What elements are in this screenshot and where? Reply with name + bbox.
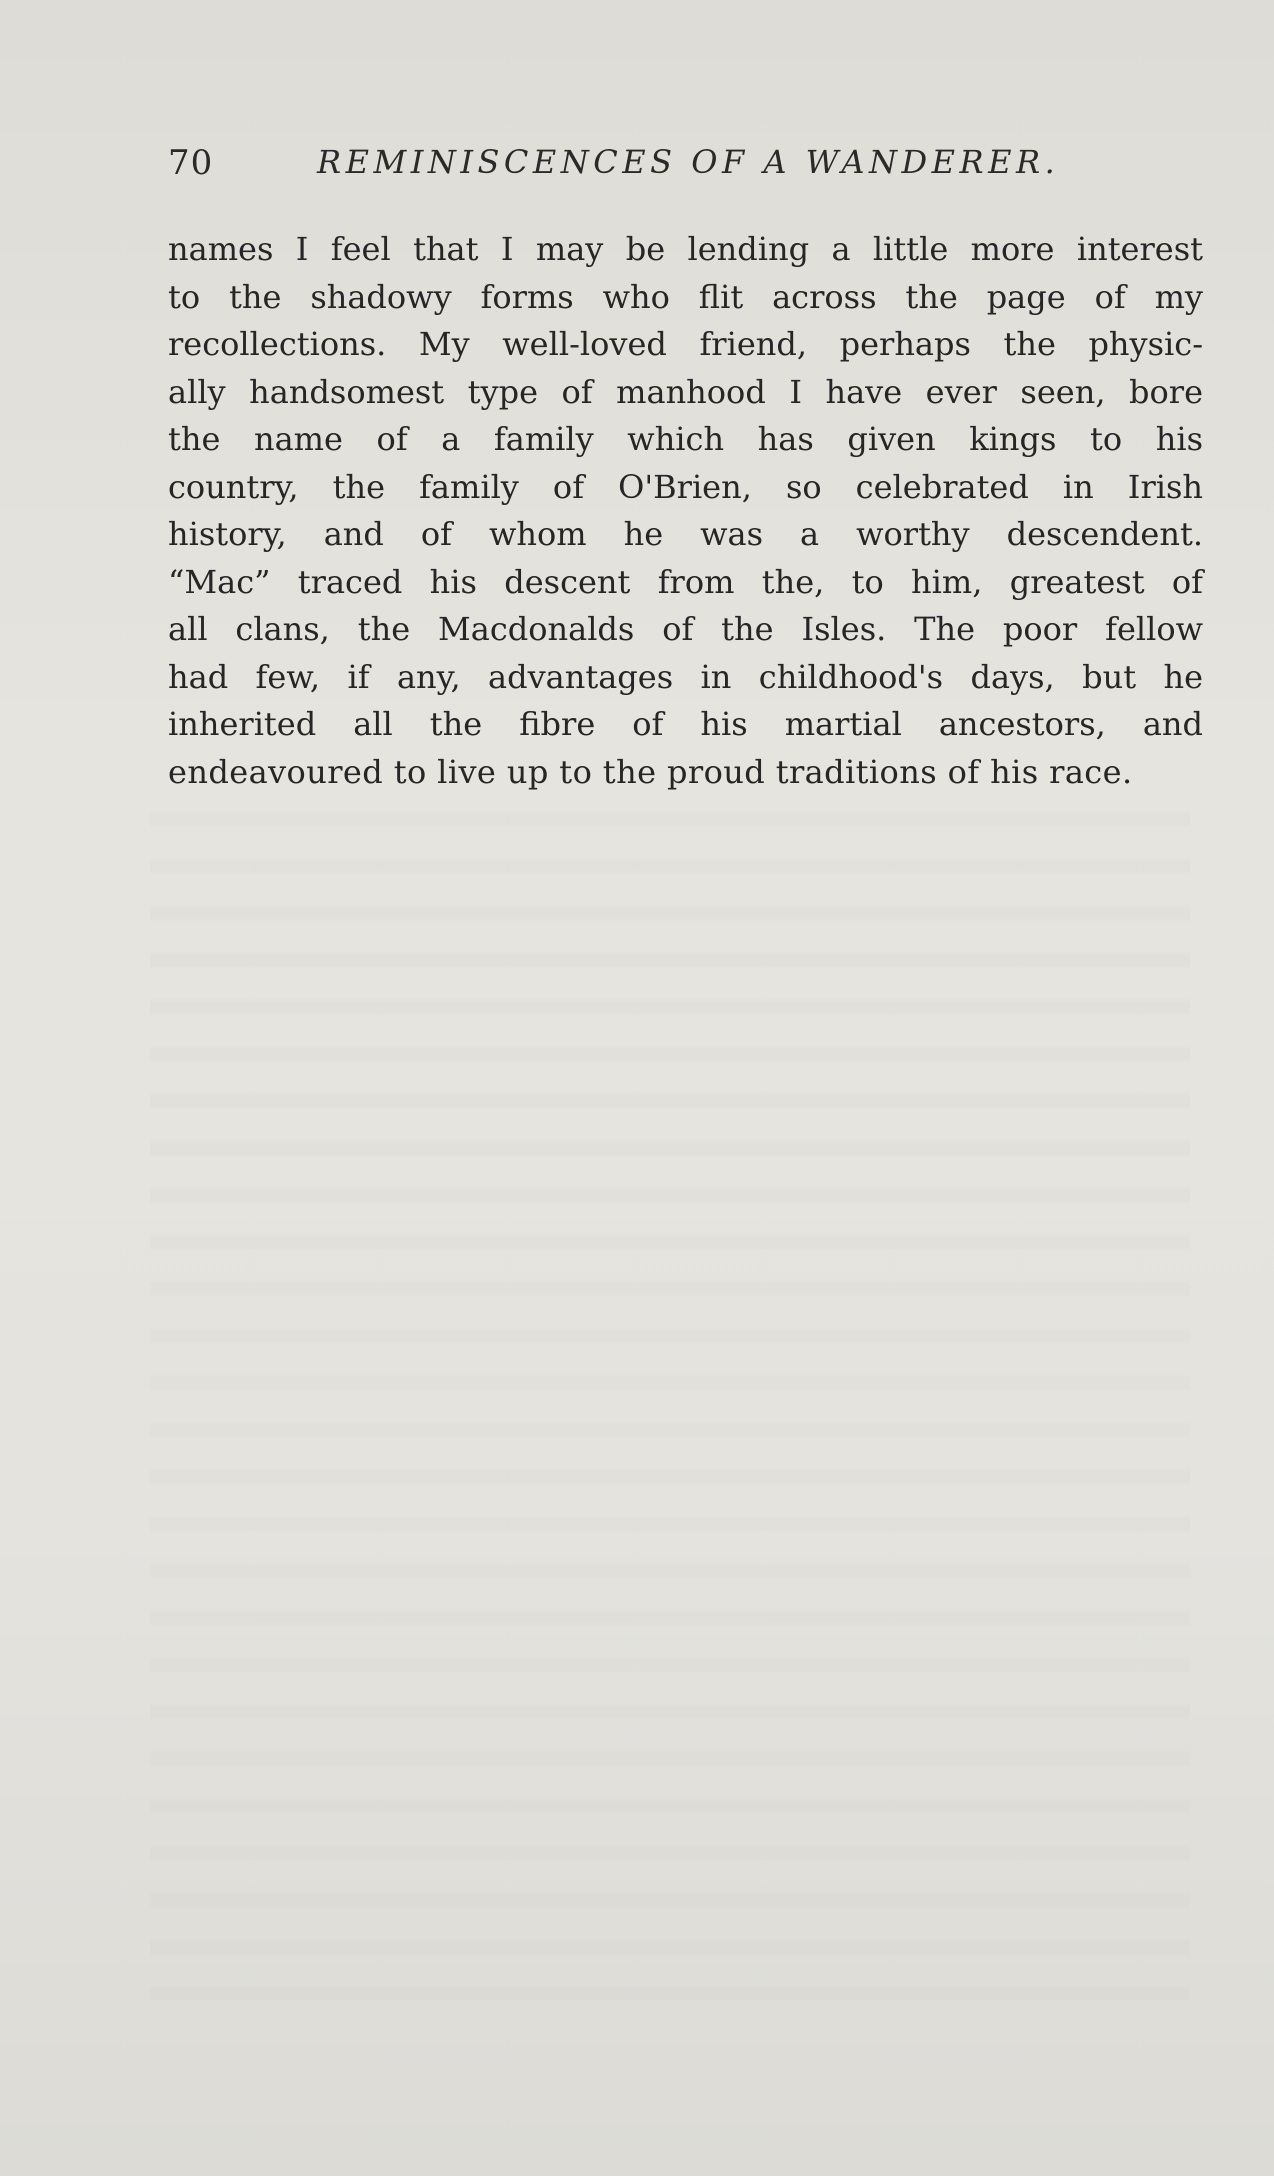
body-text [168,226,1203,796]
text-line: history, and of whom he was a worthy descendent. [168,515,1203,553]
running-head: REMINISCENCES OF A WANDERER. [317,143,1060,181]
text-line: ally handsomest type of manhood I have ever seen, bore [168,372,1203,411]
text-line: to the shadowy forms who flit across the page of my [168,277,1203,316]
text-line: names I feel that I may be lending a little more interest [168,230,1203,268]
page-number: 70 [168,143,214,183]
text-line: country, the family of O'Brien, so celebrated in Irish [168,467,1203,506]
text-line: all clans, the Macdonalds of the Isles. The poor fellow [168,610,1203,648]
text-line-last: endeavoured to live up to the proud traditions of his race. [168,752,1133,791]
page-header [168,143,1068,193]
text-line: “Mac” traced his descent from the, to him, greatest of [168,562,1203,601]
show-through-texture [150,790,1190,2000]
text-line: the name of a family which has given kings to his [168,420,1203,458]
text-line: had few, if any, advantages in childhood's days, but he [168,657,1203,696]
text-line: recollections. My well-loved friend, perhaps the physic- [168,325,1203,363]
text-line: inherited all the fibre of his martial ancestors, and [168,705,1203,743]
